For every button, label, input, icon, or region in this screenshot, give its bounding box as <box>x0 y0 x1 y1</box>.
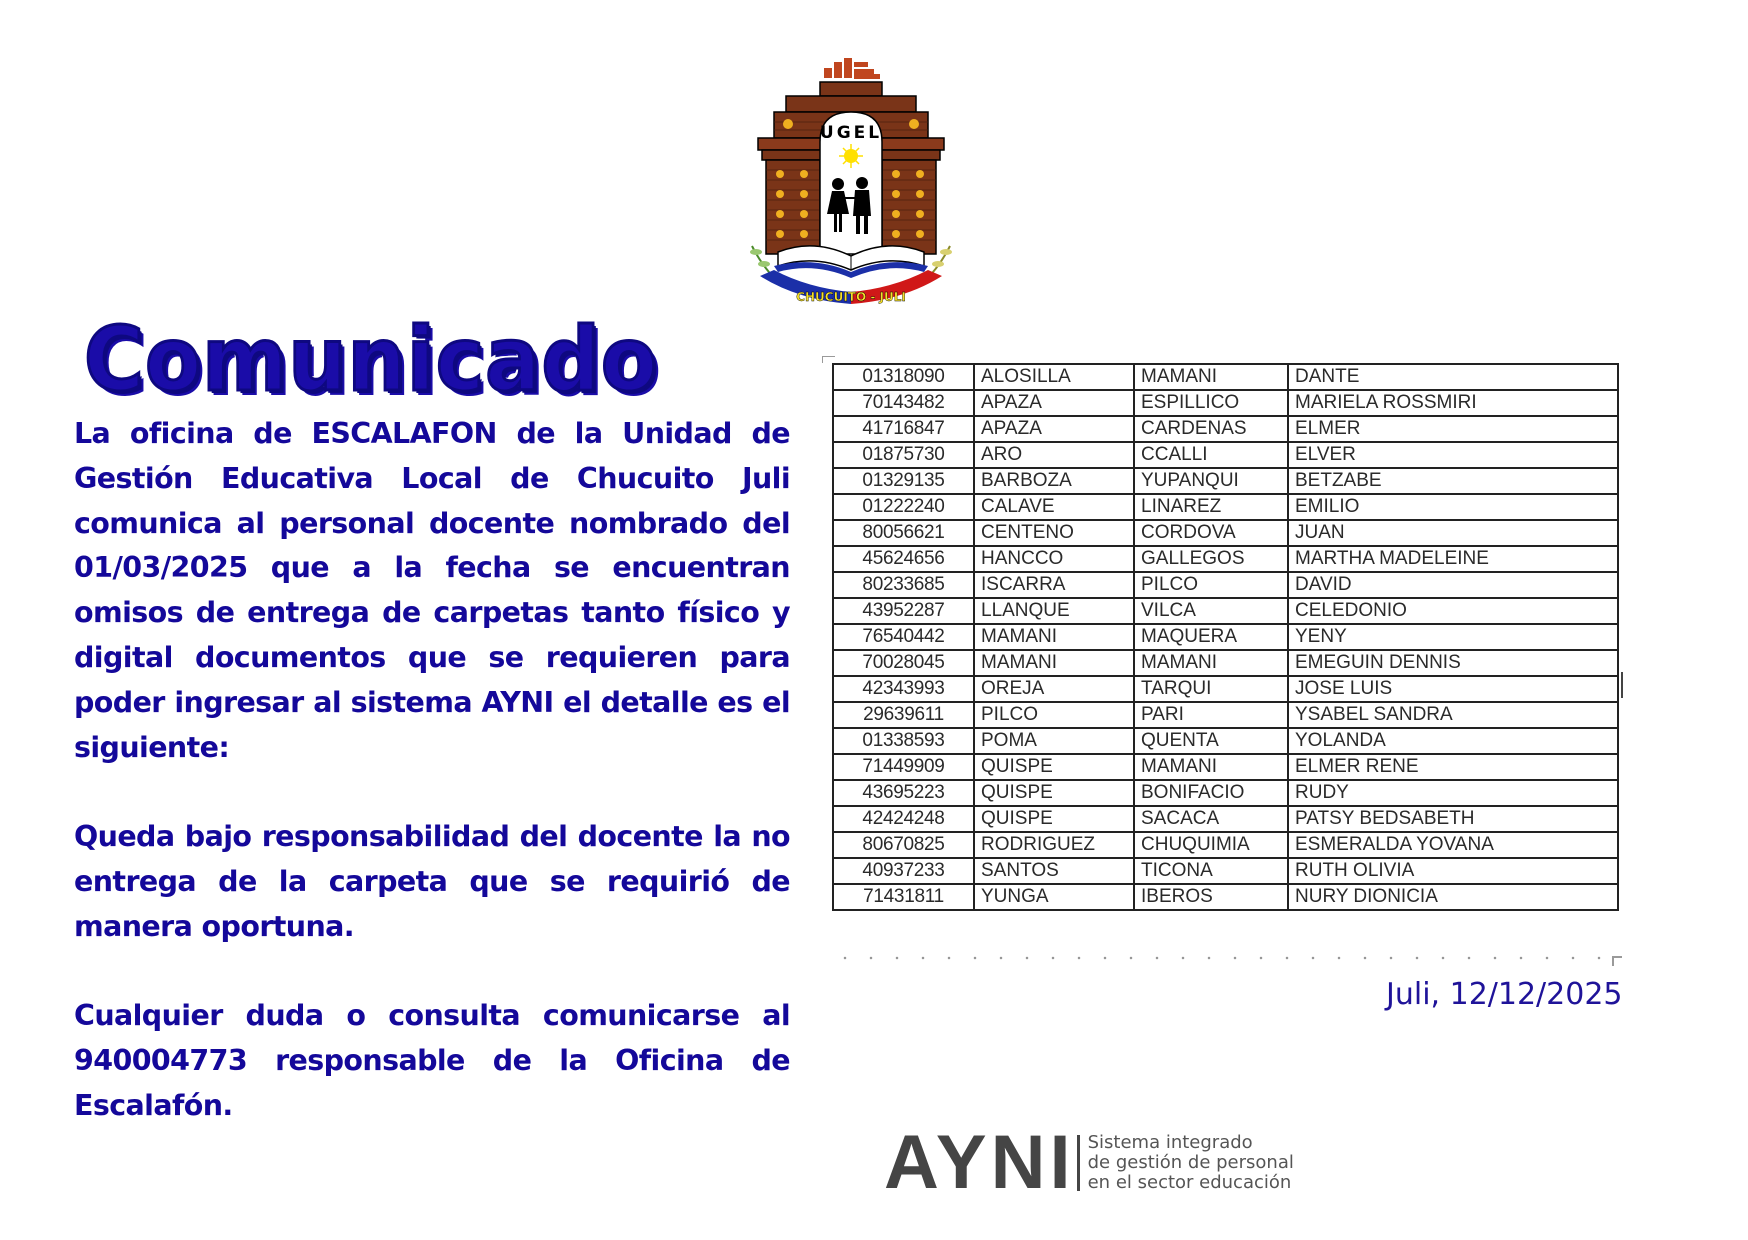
maternal-surname-cell: CCALLI <box>1134 442 1288 468</box>
table-row <box>833 572 1618 598</box>
maternal-surname-cell: YUPANQUI <box>1134 468 1288 494</box>
paternal-surname-cell: APAZA <box>974 390 1134 416</box>
text-cursor-mark <box>1621 672 1623 698</box>
maternal-surname-cell: ESPILLICO <box>1134 390 1288 416</box>
table-row <box>833 468 1618 494</box>
maternal-surname-cell: LINAREZ <box>1134 494 1288 520</box>
paragraph-contact: Cualquier duda o consulta comunicarse al 940004773 responsable de la Oficina de Escalafón. <box>74 999 790 1122</box>
tagline-line-2: de gestión de personal <box>1087 1152 1294 1173</box>
ugel-logo <box>738 56 964 308</box>
dni-cell: 41716847 <box>833 416 974 442</box>
given-names-cell: YOLANDA <box>1288 728 1618 754</box>
given-names-cell: ELMER RENE <box>1288 754 1618 780</box>
given-names-cell: ELMER <box>1288 416 1618 442</box>
table-row <box>833 728 1618 754</box>
dni-cell: 43952287 <box>833 598 974 624</box>
table-row <box>833 676 1618 702</box>
given-names-cell: JUAN <box>1288 520 1618 546</box>
given-names-cell: EMEGUIN DENNIS <box>1288 650 1618 676</box>
paternal-surname-cell: OREJA <box>974 676 1134 702</box>
maternal-surname-cell: MAQUERA <box>1134 624 1288 650</box>
table-row <box>833 494 1618 520</box>
tagline-line-1: Sistema integrado <box>1087 1132 1253 1153</box>
paternal-surname-cell: QUISPE <box>974 780 1134 806</box>
ayni-wordmark: AYNI <box>884 1120 1075 1205</box>
dni-cell: 01222240 <box>833 494 974 520</box>
dni-cell: 80056621 <box>833 520 974 546</box>
maternal-surname-cell: VILCA <box>1134 598 1288 624</box>
table-row <box>833 806 1618 832</box>
paternal-surname-cell: SANTOS <box>974 858 1134 884</box>
table-row <box>833 832 1618 858</box>
announcement-body <box>74 412 790 1129</box>
paragraph-responsibility: Queda bajo responsabilidad del docente la no entrega de la carpeta que se requirió de manera oportuna. <box>74 820 790 943</box>
given-names-cell: RUTH OLIVIA <box>1288 858 1618 884</box>
maternal-surname-cell: MAMANI <box>1134 364 1288 390</box>
given-names-cell: MARIELA ROSSMIRI <box>1288 390 1618 416</box>
given-names-cell: ESMERALDA YOVANA <box>1288 832 1618 858</box>
dni-cell: 01875730 <box>833 442 974 468</box>
omission-list-table <box>832 363 1619 911</box>
maternal-surname-cell: CARDENAS <box>1134 416 1288 442</box>
maternal-surname-cell: IBEROS <box>1134 884 1288 910</box>
table-row <box>833 884 1618 910</box>
dni-cell: 42343993 <box>833 676 974 702</box>
dni-cell: 70143482 <box>833 390 974 416</box>
tagline-line-3: en el sector educación <box>1087 1172 1292 1193</box>
svg-text:UGEL: UGEL <box>819 123 883 143</box>
table-crop-mark <box>822 356 835 363</box>
given-names-cell: YSABEL SANDRA <box>1288 702 1618 728</box>
paternal-surname-cell: QUISPE <box>974 754 1134 780</box>
dni-cell: 01318090 <box>833 364 974 390</box>
maternal-surname-cell: QUENTA <box>1134 728 1288 754</box>
table-row <box>833 754 1618 780</box>
paternal-surname-cell: APAZA <box>974 416 1134 442</box>
brand-divider <box>1077 1135 1080 1191</box>
maternal-surname-cell: GALLEGOS <box>1134 546 1288 572</box>
dni-cell: 71449909 <box>833 754 974 780</box>
paternal-surname-cell: MAMANI <box>974 650 1134 676</box>
table-row <box>833 520 1618 546</box>
paternal-surname-cell: YUNGA <box>974 884 1134 910</box>
table-row <box>833 858 1618 884</box>
given-names-cell: YENY <box>1288 624 1618 650</box>
dni-cell: 01329135 <box>833 468 974 494</box>
table-row <box>833 390 1618 416</box>
maternal-surname-cell: CORDOVA <box>1134 520 1288 546</box>
given-names-cell: PATSY BEDSABETH <box>1288 806 1618 832</box>
maternal-surname-cell: PILCO <box>1134 572 1288 598</box>
table-row <box>833 442 1618 468</box>
maternal-surname-cell: SACACA <box>1134 806 1288 832</box>
table-row <box>833 702 1618 728</box>
dni-cell: 70028045 <box>833 650 974 676</box>
maternal-surname-cell: CHUQUIMIA <box>1134 832 1288 858</box>
given-names-cell: MARTHA MADELEINE <box>1288 546 1618 572</box>
paternal-surname-cell: ISCARRA <box>974 572 1134 598</box>
paternal-surname-cell: MAMANI <box>974 624 1134 650</box>
dni-cell: 76540442 <box>833 624 974 650</box>
dni-cell: 40937233 <box>833 858 974 884</box>
paternal-surname-cell: HANCCO <box>974 546 1134 572</box>
dotted-residue <box>832 956 1612 960</box>
svg-text:CHUCUITO - JULI: CHUCUITO - JULI <box>796 290 906 304</box>
given-names-cell: DAVID <box>1288 572 1618 598</box>
maternal-surname-cell: MAMANI <box>1134 754 1288 780</box>
given-names-cell: JOSE LUIS <box>1288 676 1618 702</box>
paternal-surname-cell: ALOSILLA <box>974 364 1134 390</box>
omission-list-table-image <box>822 356 1632 966</box>
dni-cell: 45624656 <box>833 546 974 572</box>
page-title: Comunicado <box>84 308 658 411</box>
dni-cell: 42424248 <box>833 806 974 832</box>
dni-cell: 43695223 <box>833 780 974 806</box>
paternal-surname-cell: LLANQUE <box>974 598 1134 624</box>
dni-cell: 80670825 <box>833 832 974 858</box>
dni-cell: 71431811 <box>833 884 974 910</box>
table-row <box>833 364 1618 390</box>
paternal-surname-cell: ARO <box>974 442 1134 468</box>
table-row <box>833 416 1618 442</box>
given-names-cell: NURY DIONICIA <box>1288 884 1618 910</box>
table-row <box>833 546 1618 572</box>
table-crop-mark <box>1612 956 1622 966</box>
issue-date: Juli, 12/12/2025 <box>1386 977 1623 1012</box>
ayni-brand-logo <box>884 1120 1294 1205</box>
given-names-cell: RUDY <box>1288 780 1618 806</box>
paternal-surname-cell: CALAVE <box>974 494 1134 520</box>
maternal-surname-cell: BONIFACIO <box>1134 780 1288 806</box>
ayni-tagline <box>1088 1133 1294 1193</box>
table-row <box>833 650 1618 676</box>
given-names-cell: CELEDONIO <box>1288 598 1618 624</box>
dni-cell: 01338593 <box>833 728 974 754</box>
given-names-cell: BETZABE <box>1288 468 1618 494</box>
paternal-surname-cell: QUISPE <box>974 806 1134 832</box>
table-row <box>833 598 1618 624</box>
maternal-surname-cell: MAMANI <box>1134 650 1288 676</box>
ugel-emblem-icon <box>738 56 964 308</box>
paternal-surname-cell: RODRIGUEZ <box>974 832 1134 858</box>
paternal-surname-cell: POMA <box>974 728 1134 754</box>
maternal-surname-cell: TICONA <box>1134 858 1288 884</box>
dni-cell: 29639611 <box>833 702 974 728</box>
paternal-surname-cell: BARBOZA <box>974 468 1134 494</box>
dni-cell: 80233685 <box>833 572 974 598</box>
table-row <box>833 624 1618 650</box>
paragraph-intro: La oficina de ESCALAFON de la Unidad de Gestión Educativa Local de Chucuito Juli comunica al personal docente nombrado del 01/03/2025 que a la fecha se encuentran omisos de entrega de carpetas tanto físico y digital documentos que se requieren para poder ingresar al sistema AYNI el detalle es el siguiente: <box>74 417 790 764</box>
maternal-surname-cell: TARQUI <box>1134 676 1288 702</box>
table-row <box>833 780 1618 806</box>
paternal-surname-cell: CENTENO <box>974 520 1134 546</box>
given-names-cell: ELVER <box>1288 442 1618 468</box>
paternal-surname-cell: PILCO <box>974 702 1134 728</box>
given-names-cell: DANTE <box>1288 364 1618 390</box>
maternal-surname-cell: PARI <box>1134 702 1288 728</box>
given-names-cell: EMILIO <box>1288 494 1618 520</box>
